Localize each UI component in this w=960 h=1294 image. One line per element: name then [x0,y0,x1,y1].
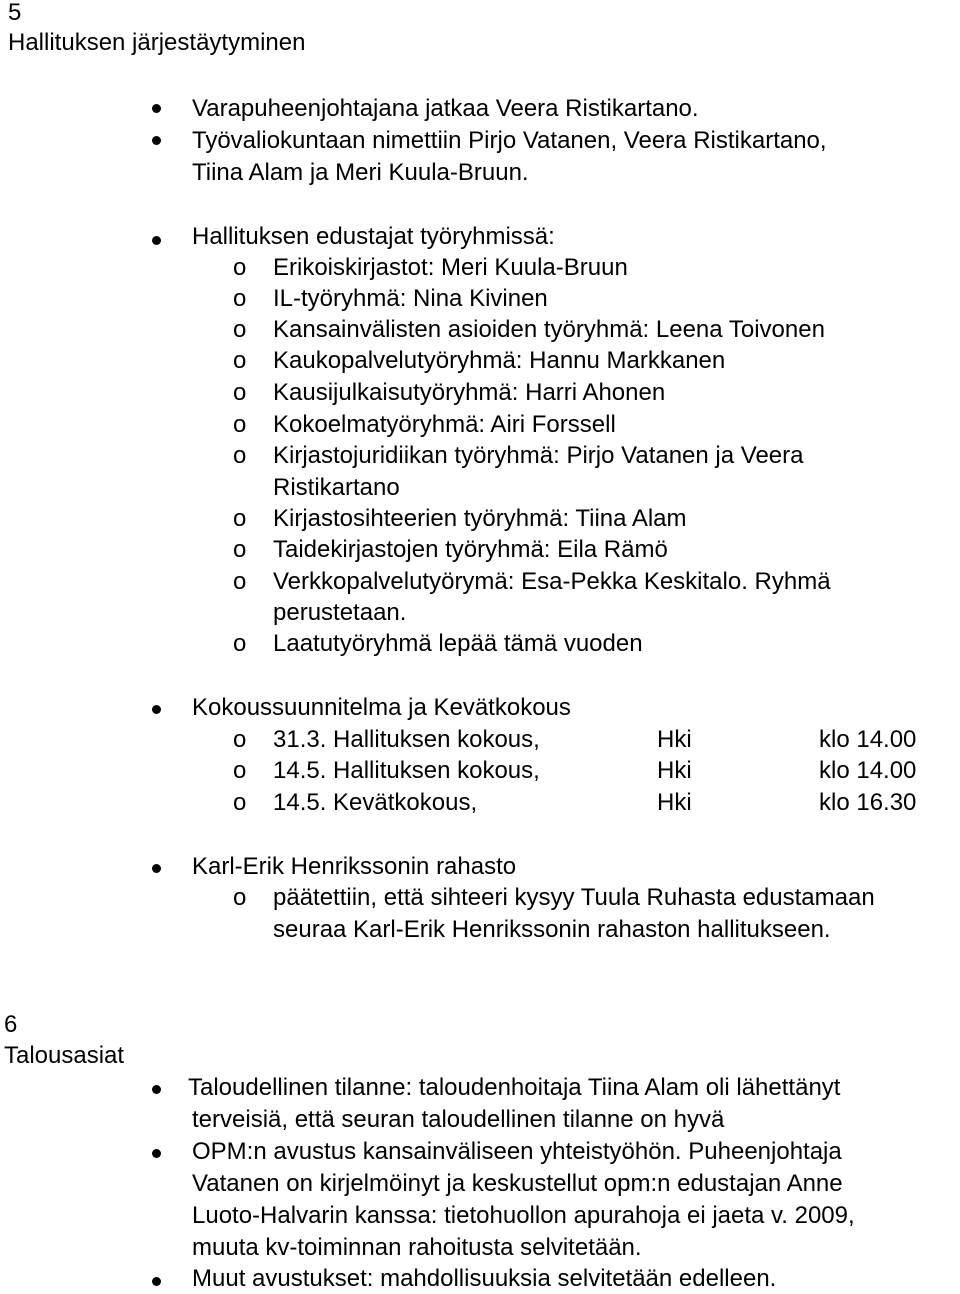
bullet-dot [152,104,161,113]
bullet-text: Tiina Alam ja Meri Kuula-Bruun. [192,159,529,186]
working-group-item: Erikoiskirjastot: Meri Kuula-Bruun [273,254,628,281]
meeting-time: klo 16.30 [819,789,917,816]
meeting-time: klo 14.00 [819,726,917,753]
working-group-item: Kirjastojuridiikan työryhmä: Pirjo Vatanen ja Veera [273,442,804,469]
meeting-event: 14.5. Kevätkokous, [273,789,478,816]
bullet-dot [152,864,161,873]
section-title: Hallituksen järjestäytyminen [8,29,306,56]
bullet-text: Luoto-Halvarin kanssa: tietohuollon apurahoja ei jaeta v. 2009, [192,1202,855,1229]
sub-bullet-marker: o [233,442,247,469]
working-group-item: perustetaan. [273,599,407,626]
meeting-time: klo 14.00 [819,757,917,784]
bullet-dot [152,1277,161,1286]
working-group-item: Kirjastosihteerien työryhmä: Tiina Alam [273,505,687,532]
sub-bullet-marker: o [233,789,247,816]
working-group-item: Kansainvälisten asioiden työryhmä: Leena Toivonen [273,316,825,343]
bullet-text: terveisiä, että seuran taloudellinen tilanne on hyvä [192,1106,725,1133]
working-group-item: Kokoelmatyöryhmä: Airi Forssell [273,411,616,438]
sub-bullet-marker: o [233,757,247,784]
meeting-event: 31.3. Hallituksen kokous, [273,726,540,753]
bullet-text: Taloudellinen tilanne: taloudenhoitaja Tiina Alam oli lähettänyt [188,1074,841,1101]
bullet-text: Työvaliokuntaan nimettiin Pirjo Vatanen, Veera Ristikartano, [192,127,827,154]
working-group-item: Ristikartano [273,474,400,501]
section-number: 5 [8,0,22,26]
bullet-dot [152,236,161,245]
meeting-place: Hki [657,757,692,784]
working-group-item: Taidekirjastojen työryhmä: Eila Rämö [273,536,668,563]
bullet-dot [152,136,161,145]
meeting-place: Hki [657,789,692,816]
working-group-item: Kaukopalvelutyöryhmä: Hannu Markkanen [273,347,726,374]
sub-bullet-marker: o [233,568,247,595]
fund-decision: seuraa Karl-Erik Henrikssonin rahaston hallitukseen. [273,916,831,943]
bullet-text: Muut avustukset: mahdollisuuksia selvitetään edelleen. [192,1265,777,1292]
sub-bullet-marker: o [233,254,247,281]
working-group-item: Verkkopalvelutyörymä: Esa-Pekka Keskitalo. Ryhmä [273,568,831,595]
bullet-dot [152,1149,161,1158]
sub-bullet-marker: o [233,505,247,532]
working-group-item: Laatutyöryhmä lepää tämä vuoden [273,630,643,657]
sub-bullet-marker: o [233,536,247,563]
sub-bullet-marker: o [233,726,247,753]
section-title: Talousasiat [4,1042,125,1069]
meeting-place: Hki [657,726,692,753]
meeting-event: 14.5. Hallituksen kokous, [273,757,540,784]
sub-bullet-marker: o [233,411,247,438]
sub-bullet-marker: o [233,316,247,343]
section-number: 6 [4,1011,18,1038]
sub-bullet-marker: o [233,285,247,312]
sub-bullet-marker: o [233,884,247,911]
working-group-item: Kausijulkaisutyöryhmä: Harri Ahonen [273,379,666,406]
bullet-text: muuta kv-toiminnan rahoitusta selvitetään. [192,1234,642,1261]
bullet-dot [152,705,161,714]
bullet-text: Hallituksen edustajat työryhmissä: [192,223,555,250]
bullet-text: OPM:n avustus kansainväliseen yhteistyöhön. Puheenjohtaja [192,1138,842,1165]
sub-bullet-marker: o [233,379,247,406]
sub-bullet-marker: o [233,347,247,374]
bullet-text: Varapuheenjohtajana jatkaa Veera Ristikartano. [192,95,699,122]
bullet-text: Karl-Erik Henrikssonin rahasto [192,853,517,880]
bullet-dot [152,1085,161,1094]
bullet-text: Vatanen on kirjelmöinyt ja keskustellut opm:n edustajan Anne [192,1170,843,1197]
fund-decision: päätettiin, että sihteeri kysyy Tuula Ruhasta edustamaan [273,884,875,911]
bullet-text: Kokoussuunnitelma ja Kevätkokous [192,694,571,721]
working-group-item: IL-työryhmä: Nina Kivinen [273,285,548,312]
sub-bullet-marker: o [233,630,247,657]
